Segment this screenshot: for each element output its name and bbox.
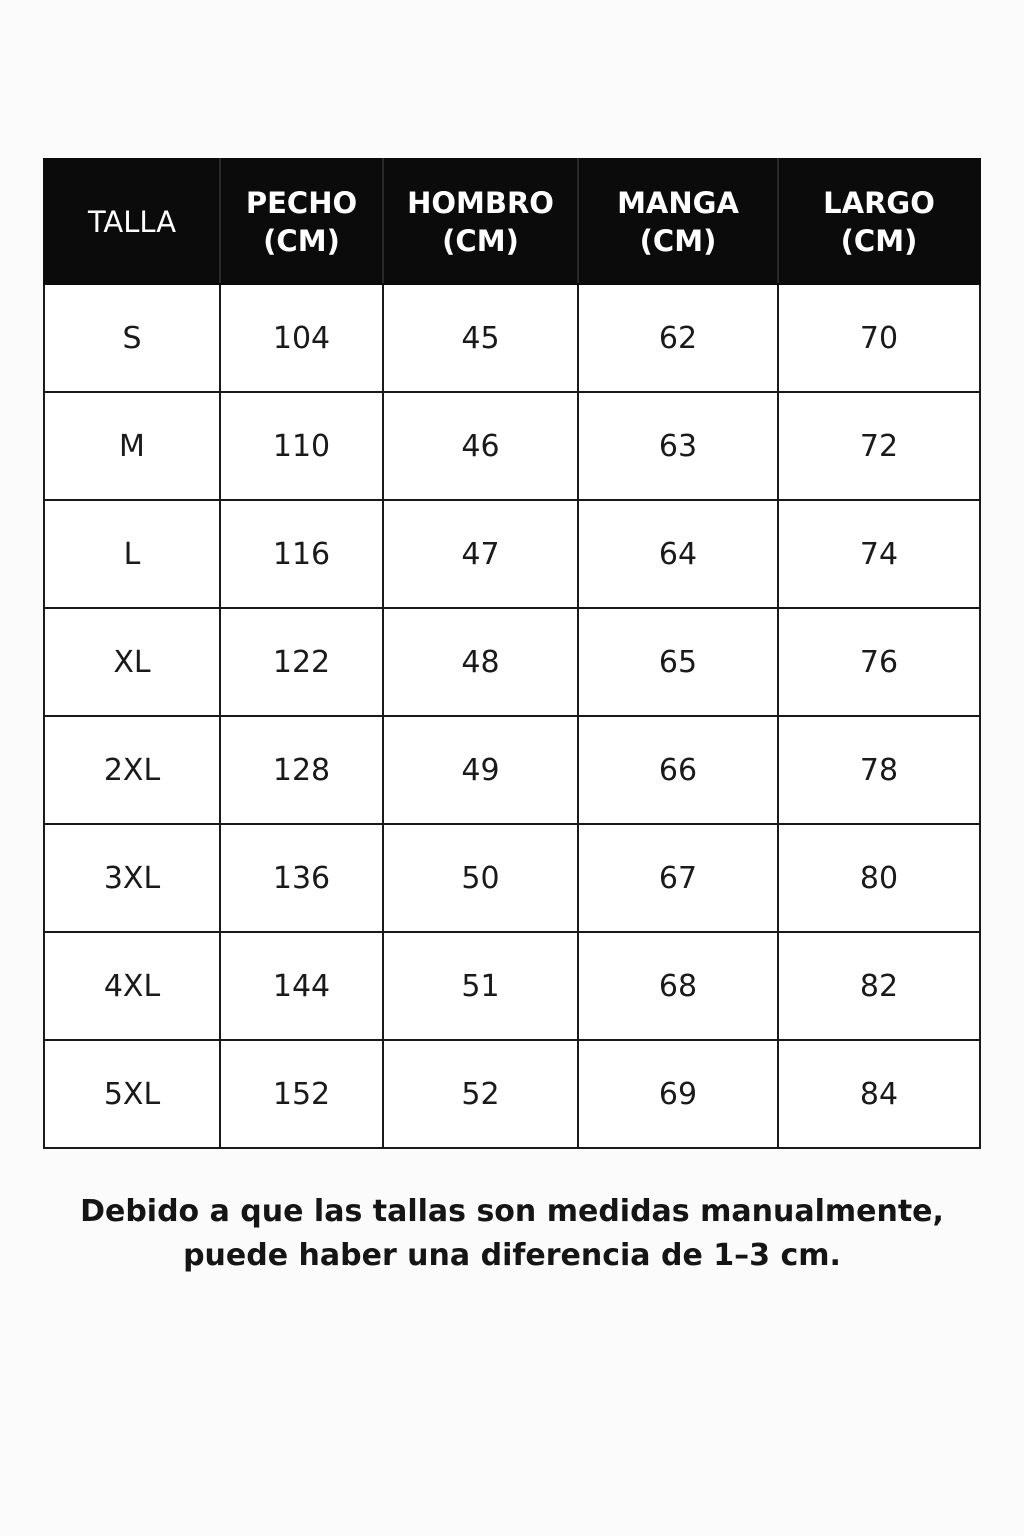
cell-pecho: 136 [220,824,383,932]
cell-pecho: 104 [220,284,383,392]
note-line: puede haber una diferencia de 1–3 cm. [183,1238,841,1273]
header-talla [44,159,220,284]
header-row [44,159,980,284]
cell-pecho: 144 [220,932,383,1040]
cell-talla: 4XL [44,932,220,1040]
cell-manga: 67 [578,824,778,932]
table-row [44,824,980,932]
table-row [44,392,980,500]
table-row [44,1040,980,1148]
cell-manga: 66 [578,716,778,824]
cell-hombro: 48 [383,608,578,716]
cell-talla: S [44,284,220,392]
cell-largo: 82 [778,932,980,1040]
size-chart-table [43,158,981,1149]
header-unit: (CM) [639,223,717,258]
cell-hombro: 50 [383,824,578,932]
table-body [44,284,980,1148]
cell-hombro: 51 [383,932,578,1040]
header-unit: (CM) [442,223,519,258]
table-header [44,159,980,284]
cell-talla: 3XL [44,824,220,932]
cell-largo: 70 [778,284,980,392]
cell-talla: L [44,500,220,608]
cell-talla: XL [44,608,220,716]
cell-manga: 62 [578,284,778,392]
cell-pecho: 122 [220,608,383,716]
cell-manga: 65 [578,608,778,716]
cell-pecho: 116 [220,500,383,608]
cell-hombro: 52 [383,1040,578,1148]
table-row [44,284,980,392]
cell-largo: 76 [778,608,980,716]
cell-largo: 74 [778,500,980,608]
table-row [44,716,980,824]
cell-pecho: 110 [220,392,383,500]
header-unit: (CM) [840,223,918,258]
cell-hombro: 46 [383,392,578,500]
header-label: TALLA [87,204,177,239]
measurement-note [40,1190,984,1278]
cell-hombro: 49 [383,716,578,824]
cell-talla: 2XL [44,716,220,824]
cell-largo: 84 [778,1040,980,1148]
header-label: LARGO [823,185,935,220]
cell-hombro: 45 [383,284,578,392]
header-label: HOMBRO [407,185,554,220]
cell-manga: 64 [578,500,778,608]
table-row [44,932,980,1040]
header-largo [778,159,980,284]
note-line: Debido a que las tallas son medidas manualmente, [80,1194,944,1229]
cell-talla: M [44,392,220,500]
header-label: MANGA [617,185,739,220]
cell-largo: 72 [778,392,980,500]
cell-largo: 78 [778,716,980,824]
header-pecho [220,159,383,284]
header-manga [578,159,778,284]
cell-pecho: 128 [220,716,383,824]
cell-largo: 80 [778,824,980,932]
cell-hombro: 47 [383,500,578,608]
cell-manga: 63 [578,392,778,500]
header-unit: (CM) [263,223,340,258]
table-row [44,608,980,716]
cell-manga: 69 [578,1040,778,1148]
header-hombro [383,159,578,284]
table-row [44,500,980,608]
header-label: PECHO [245,185,358,220]
cell-pecho: 152 [220,1040,383,1148]
cell-talla: 5XL [44,1040,220,1148]
cell-manga: 68 [578,932,778,1040]
